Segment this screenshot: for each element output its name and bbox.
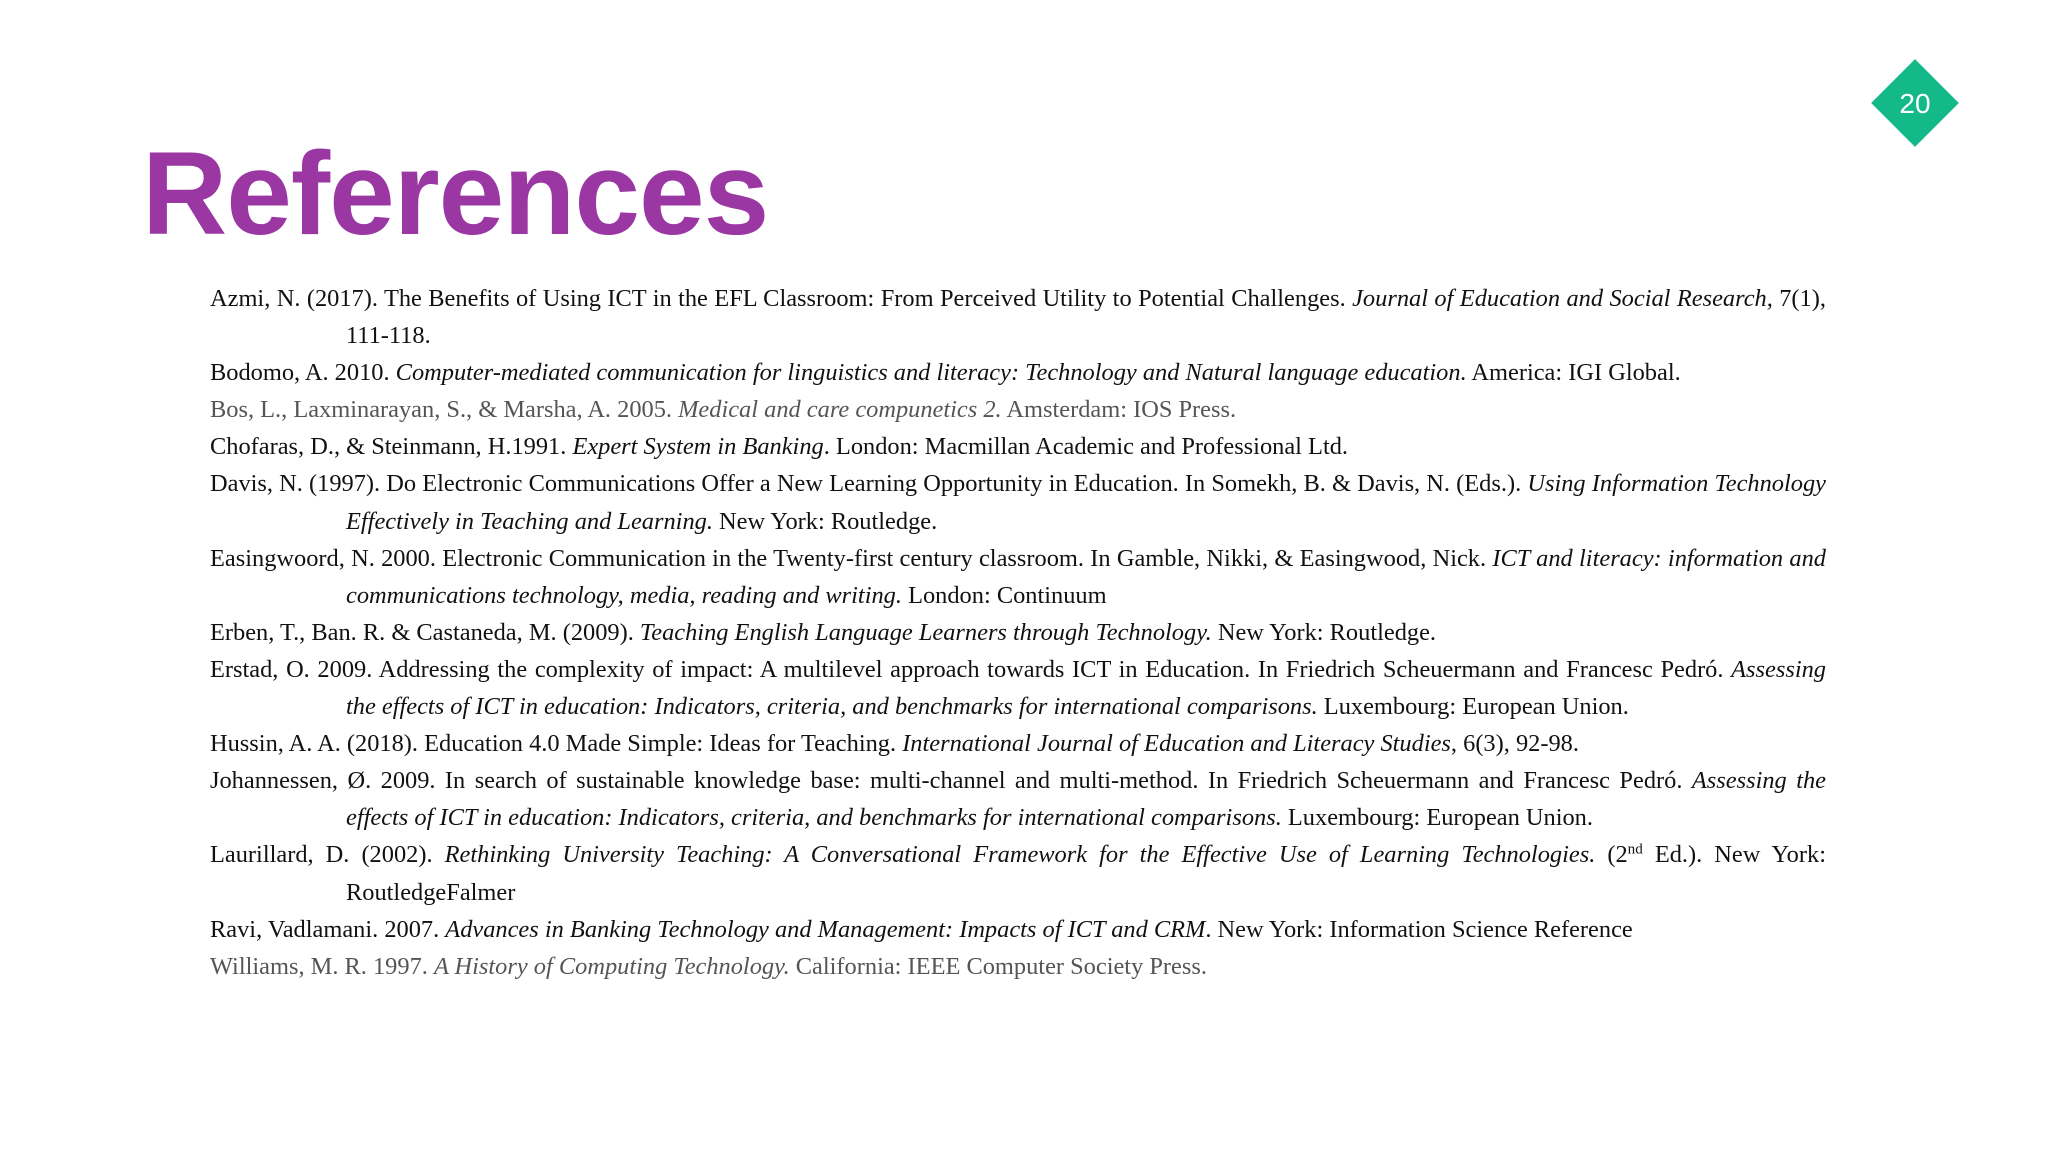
reference-item: Azmi, N. (2017). The Benefits of Using ICT in the EFL Classroom: From Perceived Utility to Potential Challenges. Journal of Education and Social Research, 7(1), 111-118. bbox=[210, 285, 1826, 350]
reference-item: Johannessen, Ø. 2009. In search of sustainable knowledge base: multi-channel and multi-method. In Friedrich Scheuermann and Francesc Pedró. Assessing the effects of ICT in education: Indicators, criteria, and benchmarks for international comparisons. Luxembourg: European Union. bbox=[210, 767, 1826, 832]
reference-item: Davis, N. (1997). Do Electronic Communications Offer a New Learning Opportunity in Education. In Somekh, B. & Davis, N. (Eds.). Using Information Technology Effectively in Teaching and Learning. New York: Routledge. bbox=[210, 470, 1826, 535]
reference-item: Erben, T., Ban. R. & Castaneda, M. (2009). Teaching English Language Learners through Technology. New York: Routledge. bbox=[210, 618, 1437, 646]
page-title: References bbox=[142, 128, 769, 260]
reference-item: Hussin, A. A. (2018). Education 4.0 Made Simple: Ideas for Teaching. International Journal of Education and Literacy Studies, 6(3), 92-98. bbox=[210, 730, 1579, 758]
reference-item: Laurillard, D. (2002). Rethinking University Teaching: A Conversational Framework for the Effective Use of Learning Technologies. (2nd Ed.). New York: RoutledgeFalmer bbox=[210, 841, 1826, 906]
reference-item: Easingwoord, N. 2000. Electronic Communication in the Twenty-first century classroom. In Gamble, Nikki, & Easingwood, Nick. ICT and literacy: information and communications technology, media, reading and writing. London: Continuum bbox=[210, 544, 1826, 609]
reference-item: Williams, M. R. 1997. A History of Computing Technology. California: IEEE Computer Society Press. bbox=[210, 952, 1207, 980]
page-number: 20 bbox=[1899, 88, 1931, 119]
reference-item: Ravi, Vadlamani. 2007. Advances in Banking Technology and Management: Impacts of ICT and CRM. New York: Information Science Reference bbox=[210, 915, 1633, 943]
reference-item: Erstad, O. 2009. Addressing the complexity of impact: A multilevel approach towards ICT in Education. In Friedrich Scheuermann and Francesc Pedró. Assessing the effects of ICT in education: Indicators, criteria, and benchmarks for international comparisons. Luxembourg: European Union. bbox=[210, 655, 1826, 721]
reference-list bbox=[210, 280, 1826, 985]
reference-item: Chofaras, D., & Steinmann, H.1991. Expert System in Banking. London: Macmillan Academic and Professional Ltd. bbox=[210, 433, 1349, 461]
reference-item: Bodomo, A. 2010. Computer-mediated communication for linguistics and literacy: Technology and Natural language education. America: IGI Global. bbox=[210, 359, 1681, 387]
reference-item: Bos, L., Laxminarayan, S., & Marsha, A. 2005. Medical and care compunetics 2. Amsterdam: IOS Press. bbox=[210, 396, 1237, 424]
